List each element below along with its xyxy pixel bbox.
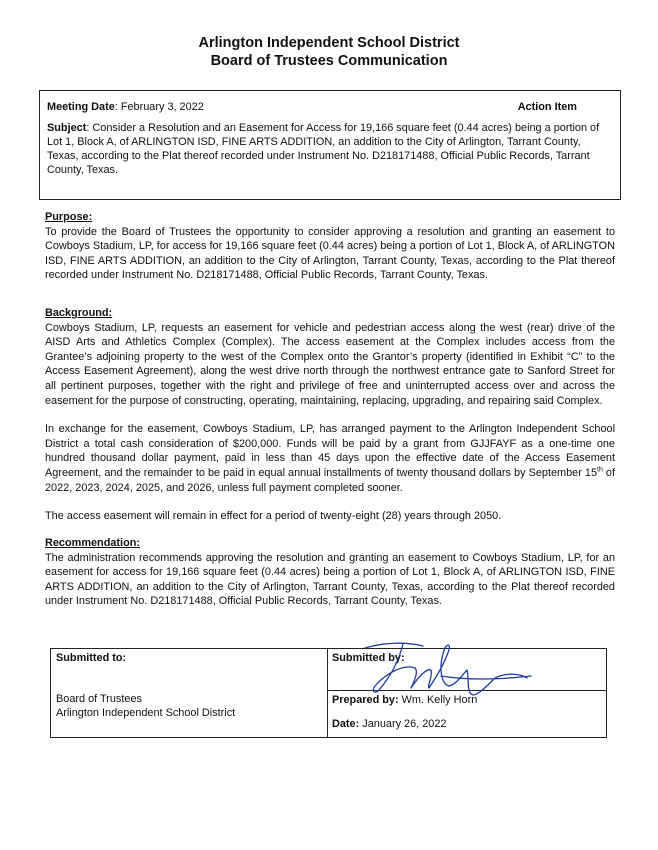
ordinal-superscript: th bbox=[597, 466, 603, 474]
recommendation-heading: Recommendation: bbox=[45, 537, 141, 549]
date-label: Date: bbox=[332, 718, 360, 730]
document-header bbox=[0, 34, 658, 70]
submitted-to-line-2: Arlington Independent School District bbox=[56, 707, 236, 719]
background-paragraph-3: The access easement will remain in effect for a period of twenty-eight (28) years through 2050. bbox=[45, 510, 502, 523]
handwritten-signature bbox=[345, 628, 535, 708]
submitted-by-label: Submitted by: bbox=[332, 652, 405, 664]
meeting-info-box bbox=[39, 90, 621, 200]
date-value: January 26, 2022 bbox=[362, 718, 447, 730]
submitted-to-line-1: Board of Trustees bbox=[56, 693, 142, 705]
meeting-date: Meeting Date: February 3, 2022 bbox=[47, 101, 204, 113]
prepared-by-label: Prepared by: bbox=[332, 694, 399, 706]
submitted-to-label: Submitted to: bbox=[56, 652, 127, 664]
background-heading: Background: bbox=[45, 307, 113, 319]
subject-label: Subject bbox=[47, 122, 87, 134]
subject: Subject: Consider a Resolution and an Easement for Access for 19,166 square feet (0.44 acres) being a portion of Lot 1, Block A, of ARLINGTON ISD, FINE ARTS ADDITION, an addition to the City of Arlington, Tarrant County, Texas, according to the Plat thereof recorded under Instrument No. D218171488, Official Public Records, Tarrant County, Texas. bbox=[47, 122, 600, 176]
background-paragraph-2 bbox=[45, 422, 615, 495]
recommendation-section bbox=[45, 536, 615, 609]
action-item-label: Action Item bbox=[517, 101, 577, 113]
communication-title: Board of Trustees Communication bbox=[210, 53, 448, 69]
district-name: Arlington Independent School District bbox=[198, 35, 460, 51]
prepared-by-name: Wm. Kelly Horn bbox=[401, 694, 478, 706]
submitted-to-cell bbox=[51, 649, 328, 737]
background-paragraph-1: Cowboys Stadium, LP, requests an easement for vehicle and pedestrian access along the west (rear) drive of the AISD Arts and Athletics Complex (Complex). The access easement at the Complex includes access from the Grantee’s adjoining property to the west of the Complex onto the Grantor’s property (identified in Exhibit “C” to the Access Easement Agreement), along the west drive north through the northwest entrance gate to Sanford Street for all pertinent purposes, together with the right and privilege of free and uninterrupted access over and across the easement for the purpose of constructing, operating, maintaining, replacing, upgrading, and repairing said Complex. bbox=[45, 321, 615, 407]
meeting-date-label: Meeting Date bbox=[47, 101, 115, 113]
meeting-date-value: February 3, 2022 bbox=[120, 101, 204, 113]
purpose-section bbox=[45, 210, 615, 283]
purpose-heading: Purpose: bbox=[45, 211, 93, 223]
subject-text: Consider a Resolution and an Easement for Access for 19,166 square feet (0.44 acres) being a portion of Lot 1, Block A, of ARLINGTON ISD, FINE ARTS ADDITION, an addition to the City of Arlington, Tarrant County, Texas, according to the Plat thereof recorded under Instrument No. D218171488, Official Public Records, Tarrant County, Texas. bbox=[47, 122, 600, 176]
background-section bbox=[45, 306, 615, 524]
background-paragraph-2-start: In exchange for the easement, Cowboys Stadium, LP, has arranged payment to the Arlington Independent School District a total cash consideration of $200,000. Funds will be paid by a grant from GJJFAYF as a one-time one hundred thousand dollar payment, paid in less than 45 days upon the effective date of the Access Easement Agreement, and the remainder to be paid in equal annual installments of twenty thousand dollars by September 15 bbox=[45, 423, 615, 479]
purpose-text: To provide the Board of Trustees the opportunity to consider approving a resolution and granting an easement to Cowboys Stadium, LP, for access for 19,166 square feet (0.44 acres) being a portion of Lot 1, Block A, of ARLINGTON ISD, FINE ARTS ADDITION, an addition to the City of Arlington, Tarrant County, Texas, according to the Plat thereof recorded under Instrument No. D218171488, Official Public Records, Tarrant County, Texas. bbox=[45, 225, 615, 282]
recommendation-text: The administration recommends approving the resolution and granting an easement to Cowboys Stadium, LP, for an easement for access for 19,166 square feet (0.44 acres) being a portion of Lot 1, Block A, of ARLINGTON ISD, FINE ARTS ADDITION, an addition to the City of Arlington, Tarrant County, Texas, according to the Plat thereof recorded under Instrument No. D218171488, Official Public Records, Tarrant County, Texas. bbox=[45, 551, 615, 608]
background-paragraph-2-end: of 2022, 2023, 2024, 2025, and 2026, unless full payment completed sooner. bbox=[45, 466, 616, 494]
